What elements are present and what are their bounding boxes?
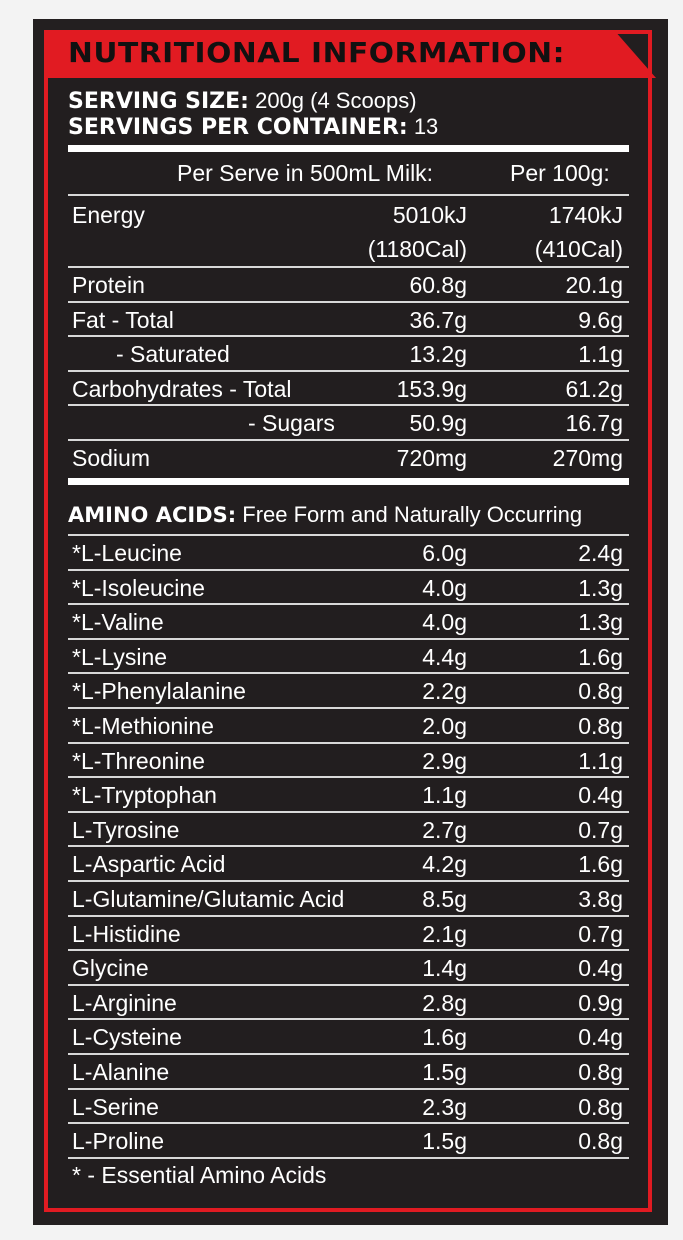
nutrient-name: L-Serine: [72, 1093, 159, 1120]
nutrient-name: L-Aspartic Acid: [72, 851, 226, 878]
value-per-100g: 1740kJ: [548, 202, 623, 228]
amino-acids-subtitle: Free Form and Naturally Occurring: [236, 502, 583, 527]
nutrient-name: Protein: [72, 272, 145, 298]
value-per-serve: 720mg: [396, 445, 467, 471]
value-per-100g: 9.6g: [578, 306, 623, 333]
divider-thick: [68, 478, 629, 485]
table-row: [68, 674, 629, 708]
value-per-serve: 1.5g: [422, 1059, 467, 1085]
table-row: [68, 1020, 629, 1054]
value-per-serve: 1.1g: [422, 782, 467, 809]
footnote: * - Essential Amino Acids: [72, 1162, 327, 1188]
value-per-100g: 0.8g: [578, 1059, 623, 1085]
value-per-serve: 1.4g: [422, 955, 467, 982]
value-per-serve: 4.0g: [422, 609, 467, 636]
table-row: [68, 951, 629, 985]
value-per-serve: 4.4g: [422, 643, 467, 670]
value-per-serve: (1180Cal): [367, 236, 467, 262]
nutrient-name: *L-Leucine: [72, 540, 182, 566]
value-per-100g: 0.8g: [578, 1128, 623, 1155]
nutrient-name: Fat - Total: [72, 306, 174, 333]
table-row-energy-cal: [68, 232, 629, 266]
divider: [68, 194, 629, 196]
amino-acids-heading: [68, 502, 582, 528]
value-per-100g: 270mg: [552, 445, 623, 471]
nutrient-name: *L-Tryptophan: [72, 782, 217, 809]
table-row: [68, 1090, 629, 1124]
value-per-100g: 0.7g: [578, 920, 623, 947]
value-per-100g: 1.1g: [578, 341, 623, 368]
table-row: [68, 1124, 629, 1158]
value-per-100g: 0.4g: [578, 1024, 623, 1051]
value-per-serve: 1.6g: [422, 1024, 467, 1051]
value-per-100g: 16.7g: [565, 410, 623, 437]
table-row: [68, 640, 629, 674]
table-row: [68, 986, 629, 1020]
value-per-serve: 50.9g: [409, 410, 467, 437]
value-per-serve: 2.3g: [422, 1093, 467, 1120]
table-row: [68, 778, 629, 812]
nutrient-name: *L-Valine: [72, 609, 164, 636]
nutrient-name: L-Alanine: [72, 1059, 170, 1085]
nutrient-name: L-Glutamine/Glutamic Acid: [72, 886, 345, 912]
value-per-100g: 0.8g: [578, 1093, 623, 1120]
column-header-per-100g: Per 100g:: [510, 160, 610, 186]
table-row: [68, 406, 629, 440]
value-per-serve: 8.5g: [422, 886, 467, 912]
nutrient-name: *L-Isoleucine: [72, 574, 205, 601]
nutrient-name: Carbohydrates - Total: [72, 375, 292, 402]
nutrient-name: L-Proline: [72, 1128, 165, 1155]
table-row-energy: [68, 198, 629, 232]
table-row: [68, 536, 629, 570]
nutrient-name: L-Histidine: [72, 920, 181, 947]
servings-per-container-value: 13: [407, 114, 439, 139]
value-per-serve: 2.0g: [422, 713, 467, 739]
nutrient-name: *L-Threonine: [72, 747, 205, 774]
nutrient-name: *L-Methionine: [72, 713, 214, 739]
value-per-serve: 6.0g: [422, 540, 467, 566]
table-row: [68, 337, 629, 371]
serving-size-label: SERVING SIZE:: [68, 89, 249, 114]
divider-thick: [68, 145, 629, 152]
nutrient-name: L-Tyrosine: [72, 816, 180, 843]
value-per-serve: 2.8g: [422, 989, 467, 1016]
servings-per-container: [68, 114, 438, 140]
divider: [68, 1157, 629, 1159]
table-row: [68, 605, 629, 639]
nutrient-name: Glycine: [72, 955, 149, 982]
column-header-per-serve: Per Serve in 500mL Milk:: [177, 160, 434, 186]
table-row: [68, 709, 629, 743]
value-per-100g: 0.4g: [578, 782, 623, 809]
value-per-serve: 5010kJ: [392, 202, 467, 228]
nutrient-name: *L-Lysine: [72, 643, 168, 670]
value-per-100g: (410Cal): [534, 236, 623, 262]
table-row: [68, 303, 629, 337]
table-row: [68, 847, 629, 881]
value-per-100g: 3.8g: [578, 886, 623, 912]
nutrient-name: - Saturated: [116, 341, 230, 368]
value-per-serve: 4.2g: [422, 851, 467, 878]
serving-size: [68, 88, 417, 114]
value-per-100g: 1.3g: [578, 574, 623, 601]
value-per-serve: 153.9g: [396, 375, 467, 402]
nutrient-name: - Sugars: [248, 410, 335, 437]
value-per-serve: 36.7g: [409, 306, 467, 333]
value-per-serve: 2.7g: [422, 816, 467, 843]
value-per-100g: 1.1g: [578, 747, 623, 774]
table-row: [68, 1055, 629, 1089]
value-per-serve: 2.1g: [422, 920, 467, 947]
value-per-100g: 0.8g: [578, 678, 623, 705]
value-per-serve: 60.8g: [409, 272, 467, 298]
value-per-serve: 2.9g: [422, 747, 467, 774]
value-per-100g: 0.4g: [578, 955, 623, 982]
table-row: [68, 571, 629, 605]
value-per-100g: 1.6g: [578, 643, 623, 670]
value-per-100g: 0.9g: [578, 989, 623, 1016]
nutrient-name: Sodium: [72, 445, 150, 471]
value-per-100g: 1.3g: [578, 609, 623, 636]
table-row: [68, 441, 629, 475]
table-row: [68, 882, 629, 916]
nutrient-name: L-Cysteine: [72, 1024, 182, 1051]
nutrient-name: L-Arginine: [72, 989, 177, 1016]
value-per-100g: 1.6g: [578, 851, 623, 878]
servings-per-container-label: SERVINGS PER CONTAINER:: [68, 115, 408, 140]
serving-size-value: 200g (4 Scoops): [248, 88, 417, 113]
value-per-100g: 61.2g: [565, 375, 623, 402]
value-per-serve: 13.2g: [409, 341, 467, 368]
value-per-100g: 0.7g: [578, 816, 623, 843]
amino-acids-title: AMINO ACIDS:: [68, 503, 237, 527]
table-row: [68, 268, 629, 302]
value-per-serve: 4.0g: [422, 574, 467, 601]
table-row: [68, 917, 629, 951]
table-row: [68, 813, 629, 847]
nutrient-name: *L-Phenylalanine: [72, 678, 246, 705]
value-per-100g: 2.4g: [578, 540, 623, 566]
value-per-serve: 1.5g: [422, 1128, 467, 1155]
table-row: [68, 744, 629, 778]
table-row: [68, 372, 629, 406]
value-per-serve: 2.2g: [422, 678, 467, 705]
nutrient-name: Energy: [72, 202, 145, 228]
value-per-100g: 20.1g: [565, 272, 623, 298]
label-title: NUTRITIONAL INFORMATION:: [68, 36, 566, 69]
value-per-100g: 0.8g: [578, 713, 623, 739]
